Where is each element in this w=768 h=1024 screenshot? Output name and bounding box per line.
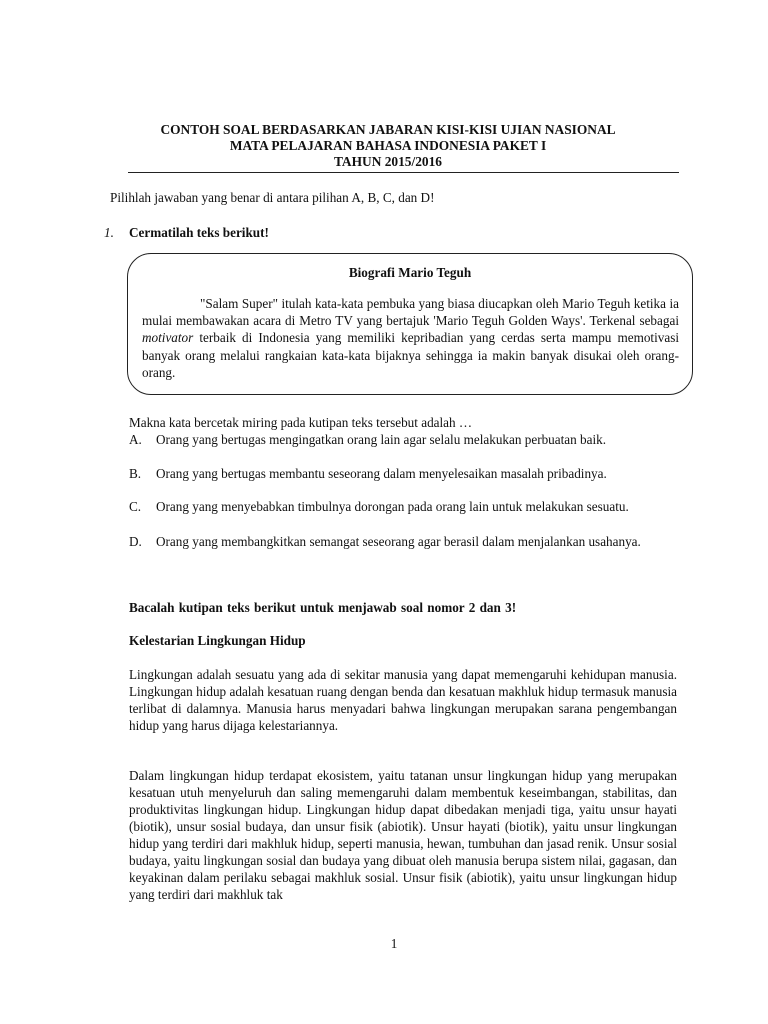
- option-c-text: Orang yang menyebabkan timbulnya dorongan pada orang lain untuk melakukan sesuatu.: [156, 499, 629, 514]
- section-2-title: Kelestarian Lingkungan Hidup: [129, 633, 306, 648]
- header-line-2: MATA PELAJARAN BAHASA INDONESIA PAKET I: [229, 138, 547, 153]
- option-d-letter: D.: [129, 534, 142, 549]
- option-a-letter: A.: [129, 432, 142, 447]
- page-number: 1: [390, 936, 398, 951]
- section-2-paragraph-2: Dalam lingkungan hidup terdapat ekosistem, yaitu tatanan unsur lingkungan hidup yang merupakan kesatuan utuh menyeluruh dan saling memengaruhi dalam membentuk keseimbangan, stabilitas, dan produktivitas lingkungan hidup. Lingkungan hidup dapat dibedakan menjadi tiga, yaitu unsur hayati (biotik), unsur sosial budaya, dan unsur fisik (abiotik). Unsur hayati (biotik), yaitu unsur lingkungan hidup yang terdiri dari makhluk hidup, seperti manusia, hewan, tumbuhan dan jasad renik. Unsur sosial budaya, yaitu lingkungan sosial dan budaya yang dibuat oleh manusia berupa sistem nilai, gagasan, dan keyakinan dalam perilaku sebagai makhluk sosial. Unsur fisik (abiotik), yaitu unsur lingkungan hidup yang terdiri dari makhluk tak: [129, 768, 677, 902]
- biography-text-after: terbaik di Indonesia yang memiliki kepribadian yang cerdas serta mampu memotivasi banyak orang melalui rangkaian kata-kata bijaknya sehingga ia makin banyak disukai oleh orang-orang.: [142, 330, 679, 380]
- question-1-text: Makna kata bercetak miring pada kutipan teks tersebut adalah …: [129, 415, 473, 430]
- header-line-3: TAHUN 2015/2016: [334, 154, 442, 169]
- option-d-text: Orang yang membangkitkan semangat seseorang agar berasil dalam menjalankan usahanya.: [156, 534, 641, 549]
- question-1-prompt: Cermatilah teks berikut!: [129, 225, 269, 240]
- option-b-letter: B.: [129, 466, 142, 481]
- biography-italic-word: motivator: [142, 330, 194, 346]
- header-divider: [128, 172, 679, 173]
- general-instruction: Pilihlah jawaban yang benar di antara pilihan A, B, C, dan D!: [110, 190, 435, 205]
- biography-title: Biografi Mario Teguh: [348, 265, 472, 280]
- biography-paragraph: [142, 295, 679, 381]
- question-1-number: 1.: [104, 225, 114, 240]
- section-2-paragraph-1: Lingkungan adalah sesuatu yang ada di sekitar manusia yang dapat memengaruhi kehidupan manusia. Lingkungan hidup adalah kesatuan ruang dengan benda dan kesatuan makhluk hidup termasuk manusia terlibat di dalamnya. Manusia harus menyadari bahwa lingkungan merupakan sarana pengembangan hidup yang harus dijaga kelestariannya.: [129, 667, 677, 733]
- biography-text-before: "Salam Super" itulah kata-kata pembuka yang biasa diucapkan oleh Mario Teguh ketika ia mulai membawakan acara di Metro TV yang bertajuk 'Mario Teguh Golden Ways'. Terkenal sebagai: [142, 296, 679, 329]
- header-line-1: CONTOH SOAL BERDASARKAN JABARAN KISI-KISI UJIAN NASIONAL: [160, 122, 616, 137]
- option-b-text: Orang yang bertugas membantu seseorang dalam menyelesaikan masalah pribadinya.: [156, 466, 607, 481]
- section-2-instruction: Bacalah kutipan teks berikut untuk menjawab soal nomor 2 dan 3!: [129, 600, 517, 615]
- option-c-letter: C.: [129, 499, 142, 514]
- option-a-text: Orang yang bertugas mengingatkan orang lain agar selalu melakukan perbuatan baik.: [156, 432, 607, 447]
